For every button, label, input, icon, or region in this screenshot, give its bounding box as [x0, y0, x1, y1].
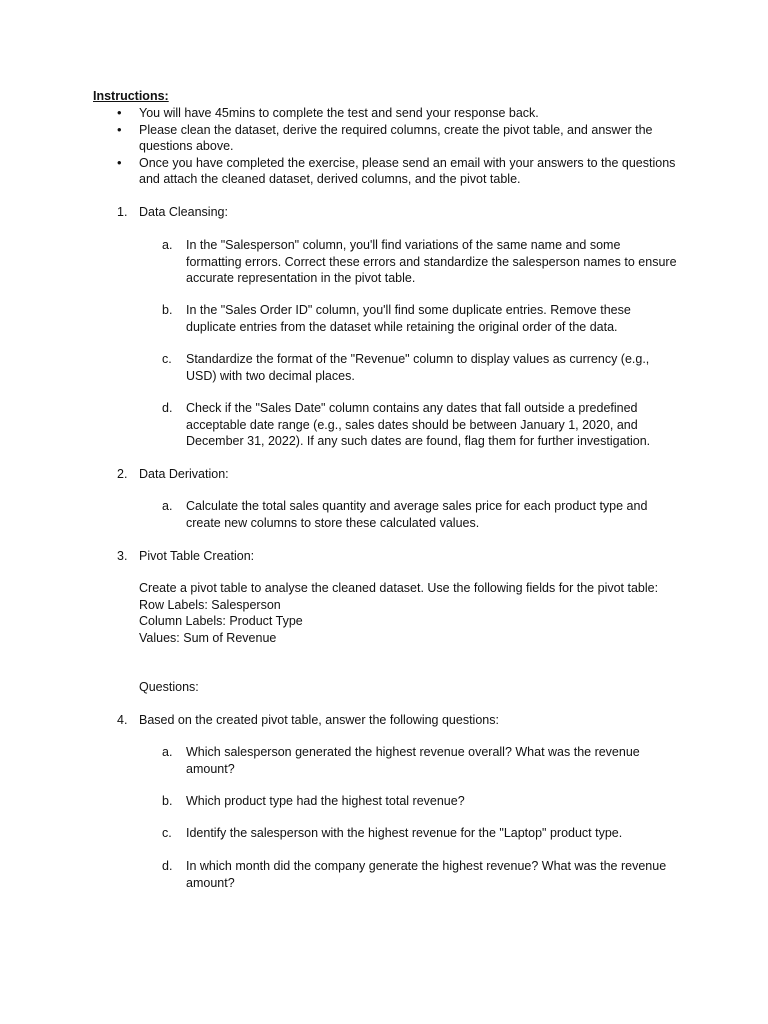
list-item: [0, 302, 768, 335]
item-text: In the "Salesperson" column, you'll find variations of the same name and some formatting errors. Correct these errors and standardize the salesperson names to ensure accurate representation in the pivot table.: [186, 238, 677, 286]
section-number: 3.: [117, 549, 128, 563]
item-letter: a.: [162, 499, 173, 513]
section-title-text: Data Derivation:: [139, 467, 229, 481]
section-number: 1.: [117, 205, 128, 219]
item-text: Which salesperson generated the highest revenue overall? What was the revenue amount?: [186, 745, 640, 776]
section-title-text: Based on the created pivot table, answer the following questions:: [139, 713, 499, 727]
list-item: [0, 858, 768, 891]
list-item: [0, 400, 768, 450]
bullet-text: Please clean the dataset, derive the required columns, create the pivot table, and answer the questions above.: [139, 122, 653, 154]
section-title-text: Pivot Table Creation:: [139, 549, 255, 563]
section-title: [117, 712, 499, 729]
item-text: In the "Sales Order ID" column, you'll find some duplicate entries. Remove these duplicate entries from the dataset while retaining the original order of the data.: [186, 303, 631, 334]
item-letter: c.: [162, 826, 172, 840]
list-item: [0, 744, 768, 777]
item-letter: a.: [162, 238, 173, 252]
instructions-heading: Instructions:: [93, 89, 169, 103]
pivot-line: Row Labels: Salesperson: [139, 597, 281, 612]
item-text: Identify the salesperson with the highest revenue for the "Laptop" product type.: [186, 826, 623, 840]
list-item: [0, 237, 768, 287]
bullet-item: [0, 122, 768, 155]
item-text: Calculate the total sales quantity and average sales price for each product type and create new columns to store these calculated values.: [186, 499, 648, 530]
bullet-icon: •: [117, 121, 122, 137]
item-letter: b.: [162, 794, 173, 808]
item-text: Standardize the format of the "Revenue" column to display values as currency (e.g., USD) with two decimal places.: [186, 352, 650, 383]
bullet-text: Once you have completed the exercise, please send an email with your answers to the questions and attach the cleaned dataset, derived columns, and the pivot table.: [139, 155, 676, 187]
section-title: [117, 548, 254, 565]
bullet-list: [0, 105, 768, 188]
item-letter: d.: [162, 401, 173, 415]
bullet-icon: •: [117, 105, 122, 120]
section-title: [117, 204, 228, 221]
section-number: 2.: [117, 467, 128, 481]
list-item: [0, 351, 768, 384]
questions-label: Questions:: [139, 680, 199, 694]
pivot-instructions: [139, 580, 659, 646]
section-number: 4.: [117, 713, 128, 727]
list-item: [0, 793, 768, 810]
list-item: [0, 825, 768, 842]
item-text: Check if the "Sales Date" column contains any dates that fall outside a predefined acceptable date range (e.g., sales dates should be between January 1, 2020, and December 31, 2022). If any such dates are found, flag them for further investigation.: [186, 401, 651, 449]
bullet-item: [0, 155, 768, 188]
pivot-line: Values: Sum of Revenue: [139, 630, 277, 645]
pivot-line: Column Labels: Product Type: [139, 614, 303, 629]
item-letter: d.: [162, 859, 173, 873]
bullet-icon: •: [117, 154, 122, 170]
list-item: [0, 498, 768, 531]
bullet-text: You will have 45mins to complete the test and send your response back.: [139, 106, 539, 120]
section-title-text: Data Cleansing:: [139, 205, 228, 219]
item-letter: a.: [162, 745, 173, 759]
section-title: [117, 466, 229, 483]
item-letter: b.: [162, 303, 173, 317]
item-text: Which product type had the highest total revenue?: [186, 794, 465, 808]
item-letter: c.: [162, 352, 172, 366]
item-text: In which month did the company generate the highest revenue? What was the revenue amount?: [186, 859, 667, 890]
pivot-line: Create a pivot table to analyse the cleaned dataset. Use the following fields for the pivot table:: [139, 581, 659, 595]
bullet-item: [0, 105, 768, 122]
